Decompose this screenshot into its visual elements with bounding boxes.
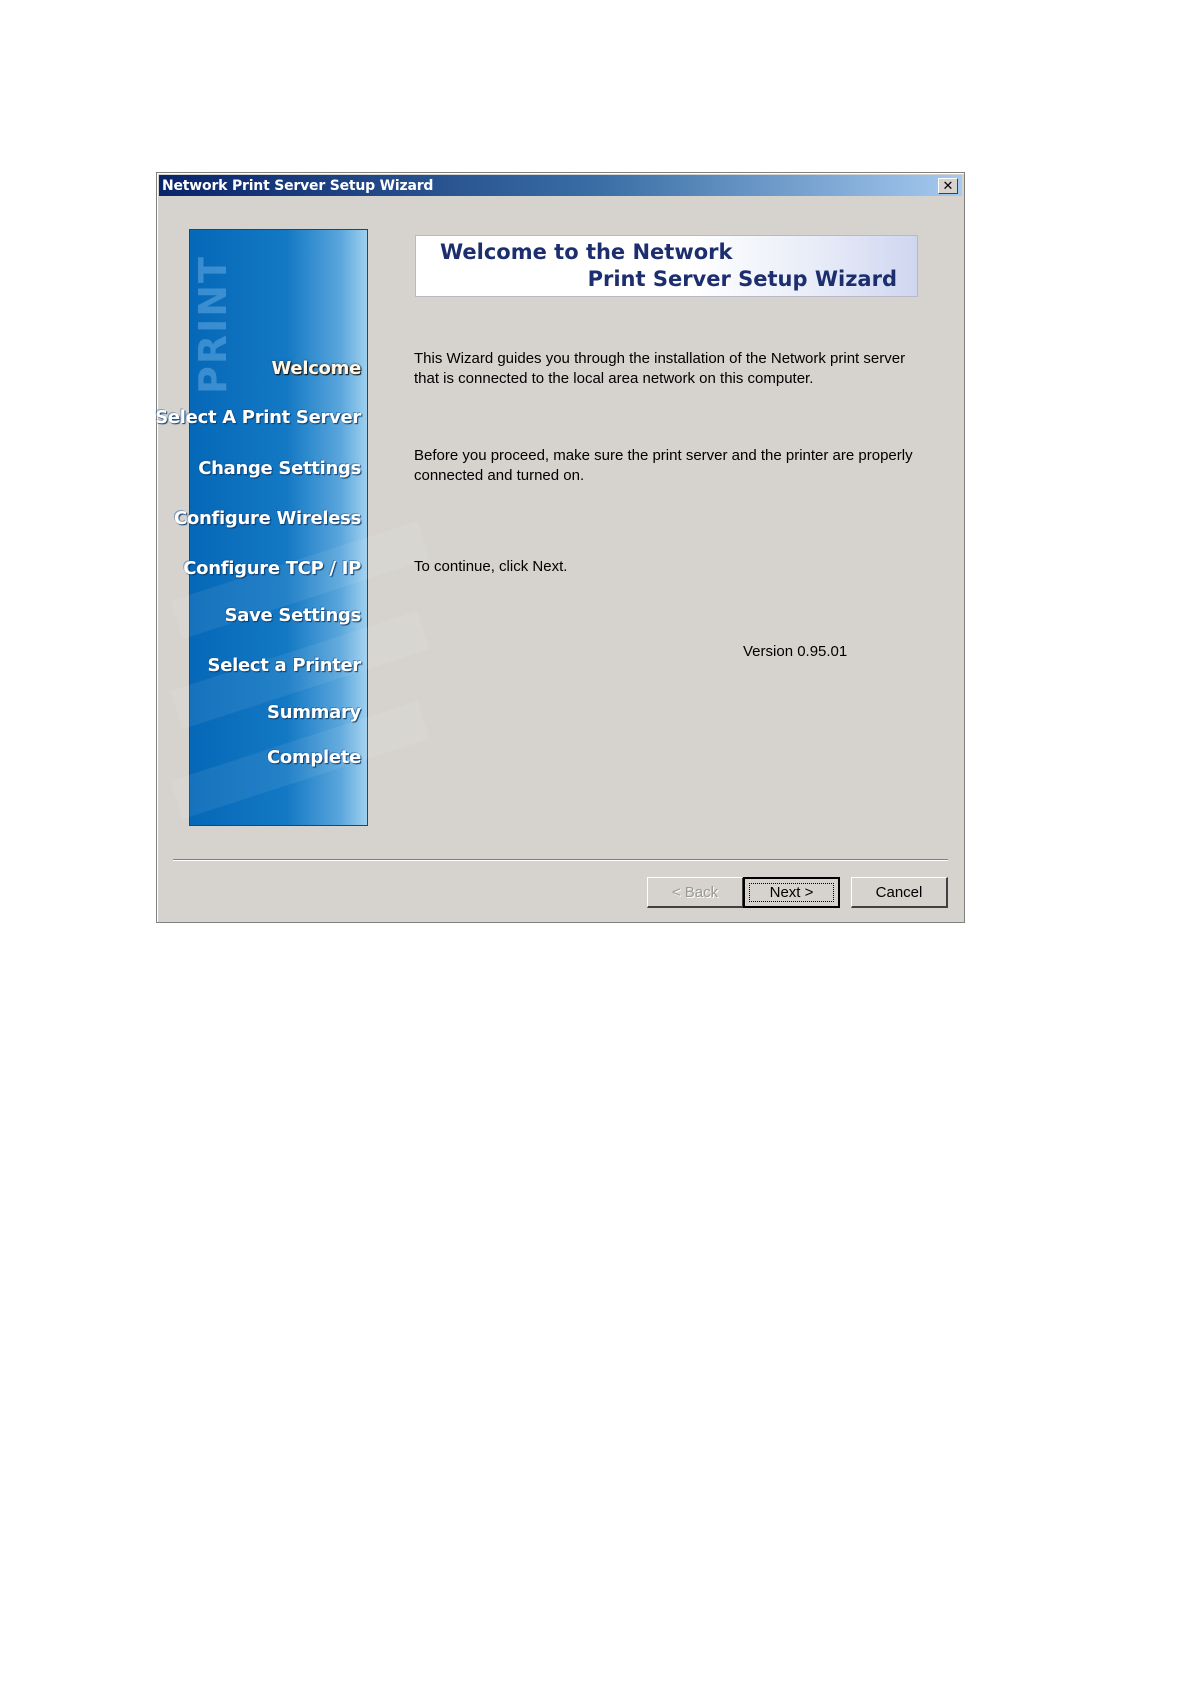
sidebar-watermark: PRINT (191, 255, 235, 394)
before-proceed-text: Before you proceed, make sure the print server and the printer are properly connected and turned on. (414, 447, 913, 484)
banner-title-line2: Print Server Setup Wizard (587, 267, 897, 291)
step-complete: Complete (266, 747, 361, 768)
step-select-print-server: Select A Print Server (155, 407, 361, 428)
button-separator (173, 859, 948, 861)
version-label: Version 0.95.01 (743, 643, 848, 660)
cancel-button-label: Cancel (875, 883, 923, 901)
back-button[interactable] (647, 877, 744, 908)
step-save-settings: Save Settings (224, 605, 361, 626)
intro-text: This Wizard guides you through the installation of the Network print server that is connected to the local area network on this computer. (414, 350, 906, 387)
close-button[interactable] (938, 178, 958, 194)
welcome-banner (415, 235, 918, 297)
next-button[interactable] (743, 877, 840, 908)
next-button-label: Next > (769, 884, 814, 901)
step-select-printer: Select a Printer (207, 655, 361, 676)
continue-instruction: To continue, click Next. (414, 558, 568, 575)
banner-title-line1: Welcome to the Network (440, 240, 733, 264)
step-summary: Summary (267, 702, 361, 723)
close-icon: ✕ (942, 178, 954, 194)
step-change-settings: Change Settings (198, 458, 361, 479)
title-bar[interactable] (159, 175, 962, 196)
step-configure-wireless: Configure Wireless (174, 508, 361, 529)
step-configure-tcp-ip: Configure TCP / IP (183, 558, 361, 579)
setup-wizard-dialog (156, 172, 965, 923)
wizard-steps-sidebar (155, 229, 368, 826)
back-button-label: < Back (671, 883, 719, 901)
window-title: Network Print Server Setup Wizard (162, 177, 434, 194)
cancel-button[interactable] (851, 877, 948, 908)
step-welcome: Welcome (271, 358, 361, 379)
